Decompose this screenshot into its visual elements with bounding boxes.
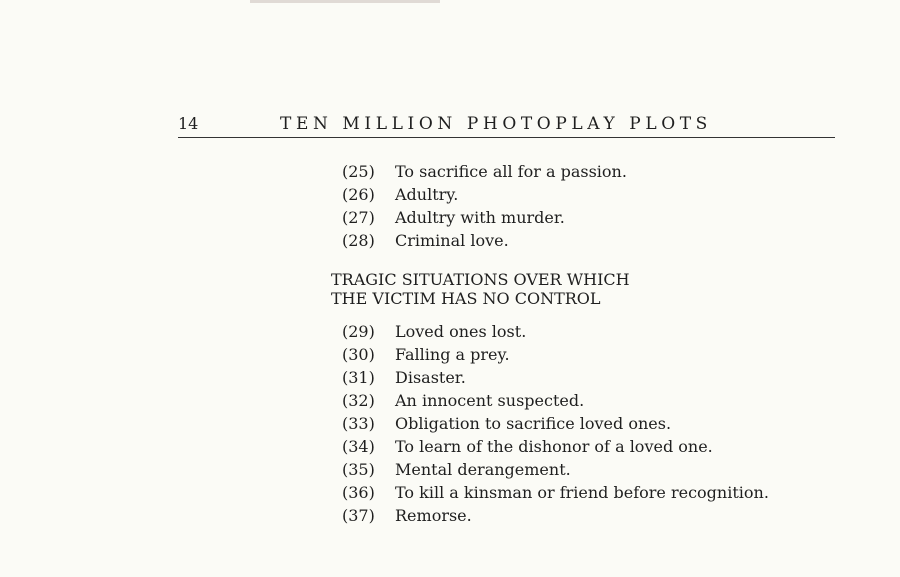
list-item <box>342 206 627 229</box>
item-text: To learn of the dishonor of a loved one. <box>395 437 713 456</box>
section-heading-line-1: TRAGIC SITUATIONS OVER WHICH <box>331 270 630 289</box>
list-item <box>342 412 769 435</box>
plot-list-first <box>342 160 627 252</box>
item-number: (28) <box>342 231 375 250</box>
list-item <box>342 504 769 527</box>
item-text: Criminal love. <box>395 231 509 250</box>
item-text: Adultry with murder. <box>395 208 565 227</box>
item-text: Loved ones lost. <box>395 322 527 341</box>
list-item <box>342 389 769 412</box>
list-item <box>342 160 627 183</box>
item-text: Adultry. <box>395 185 459 204</box>
list-item <box>342 366 769 389</box>
item-number: (35) <box>342 460 375 479</box>
item-number: (30) <box>342 345 375 364</box>
item-text: To kill a kinsman or friend before recognition. <box>395 483 769 502</box>
item-text: An innocent suspected. <box>395 391 585 410</box>
list-item <box>342 481 769 504</box>
item-text: Mental derangement. <box>395 460 571 479</box>
item-number: (27) <box>342 208 375 227</box>
top-bleed-through <box>250 0 440 3</box>
list-item <box>342 458 769 481</box>
section-heading <box>331 270 630 308</box>
header-rule <box>178 137 835 138</box>
item-text: Obligation to sacrifice loved ones. <box>395 414 672 433</box>
item-number: (25) <box>342 162 375 181</box>
item-text: Remorse. <box>395 506 472 525</box>
item-text: To sacrifice all for a passion. <box>395 162 627 181</box>
list-item <box>342 343 769 366</box>
item-number: (34) <box>342 437 375 456</box>
item-number: (33) <box>342 414 375 433</box>
item-number: (32) <box>342 391 375 410</box>
item-number: (36) <box>342 483 375 502</box>
item-number: (31) <box>342 368 375 387</box>
item-number: (29) <box>342 322 375 341</box>
item-text: Falling a prey. <box>395 345 510 364</box>
item-number: (37) <box>342 506 375 525</box>
list-item <box>342 183 627 206</box>
plot-list-second <box>342 320 769 527</box>
book-title: TEN MILLION PHOTOPLAY PLOTS <box>280 114 712 134</box>
list-item <box>342 229 627 252</box>
list-item <box>342 320 769 343</box>
page-number: 14 <box>178 114 199 133</box>
section-heading-line-2: THE VICTIM HAS NO CONTROL <box>331 289 601 308</box>
item-number: (26) <box>342 185 375 204</box>
list-item <box>342 435 769 458</box>
item-text: Disaster. <box>395 368 466 387</box>
